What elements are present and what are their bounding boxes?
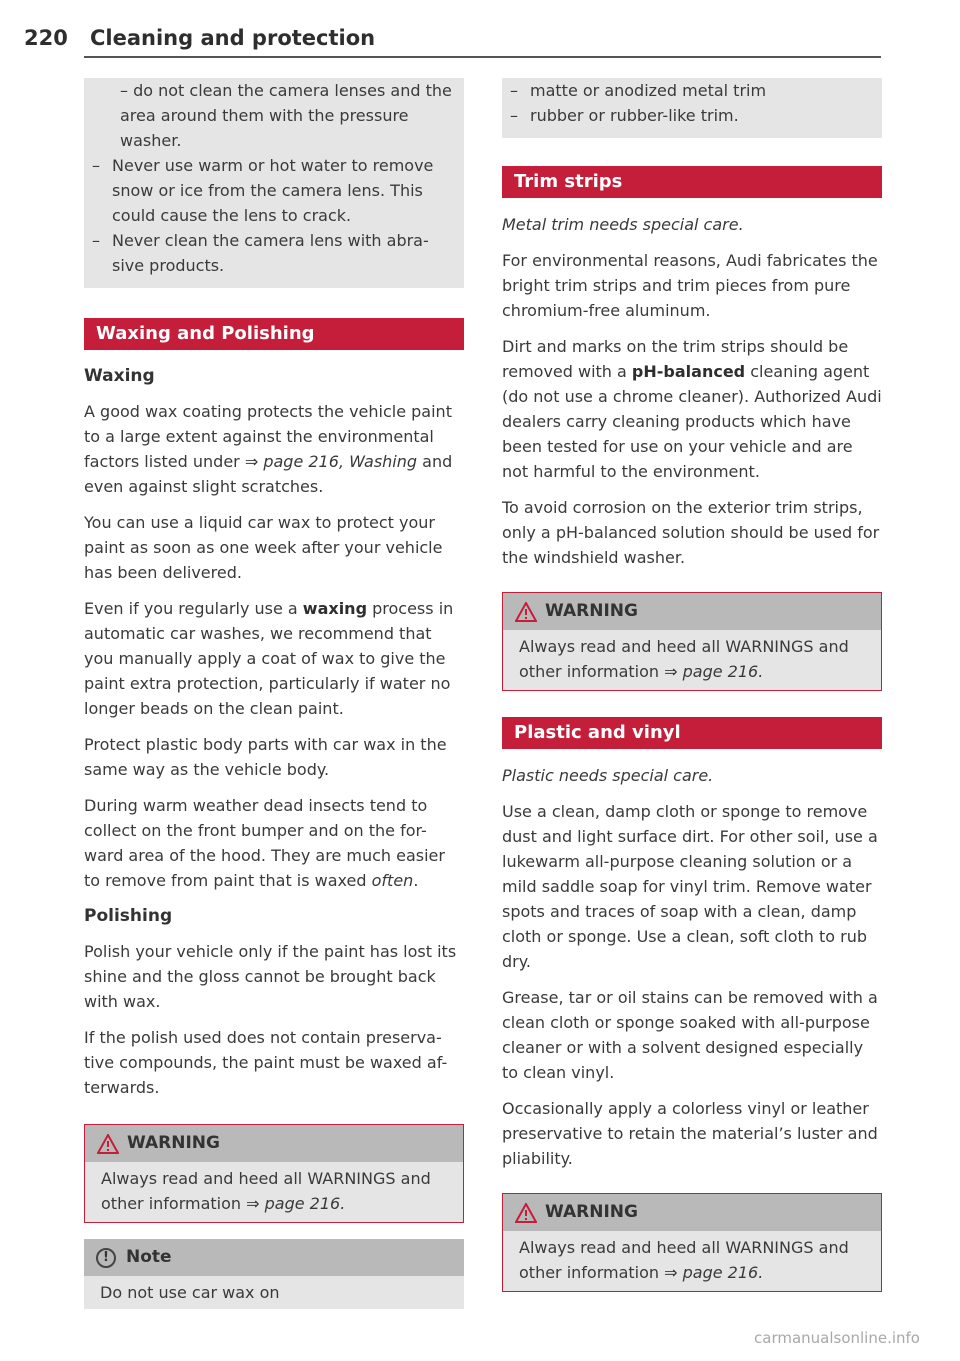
note-continued-box	[502, 78, 882, 138]
polishing-heading: Polishing	[84, 906, 173, 926]
watermark: carmanualsonline.info	[754, 1329, 920, 1347]
warning-triangle-icon	[97, 1134, 119, 1154]
section-title-trim-strips: Trim strips	[502, 166, 882, 198]
warning-triangle-icon	[515, 1203, 537, 1223]
warning-box	[502, 1193, 882, 1292]
warning-header: WARNING	[503, 1194, 881, 1231]
warning-text: Always read and heed all WARNINGS and other information ⇒ page 216.	[503, 630, 881, 690]
paragraph: Polish your vehicle only if the paint has lost its shine and the gloss cannot be brought back with wax.	[84, 942, 457, 1011]
left-column	[84, 78, 464, 1309]
note-header: ! Note	[84, 1239, 464, 1276]
paragraph: Use a clean, damp cloth or sponge to remove dust and light surface dirt. For other soil, use a lukewarm all-purpose cleaning solution or a mild saddle soap for vinyl trim. Remove water spots and traces of soap with a clean, damp cloth or sponge. Use a clean, soft cloth to rub dry.	[502, 802, 878, 971]
page-reference-link[interactable]: ⇒ page 216.	[664, 1263, 764, 1282]
paragraph: A good wax coating protects the vehicle paint to a large extent against the environmental factors listed under ⇒ page 216, Washing and even against slight scratches.	[84, 402, 453, 496]
info-icon: !	[96, 1248, 116, 1268]
warning-text: Always read and heed all WARNINGS and other information ⇒ page 216.	[85, 1162, 463, 1222]
continued-bullet-box	[84, 78, 464, 288]
list-item: – matte or anodized metal trim	[510, 81, 767, 100]
warning-box	[502, 592, 882, 691]
paragraph: You can use a liquid car wax to protect your paint as soon as one week after your vehicle has been delivered.	[84, 513, 443, 582]
paragraph: During warm weather dead insects tend to collect on the front bumper and on the for-ward area of the hood. They are much easier to remove from paint that is waxed often.	[84, 796, 445, 890]
page-number: 220	[24, 26, 68, 50]
paragraph: Protect plastic body parts with car wax in the same way as the vehicle body.	[84, 735, 447, 779]
section-title-plastic-vinyl: Plastic and vinyl	[502, 717, 882, 749]
warning-box	[84, 1124, 464, 1223]
paragraph: To avoid corrosion on the exterior trim strips, only a pH-balanced solution should be used for the windshield washer.	[502, 498, 880, 567]
paragraph: If the polish used does not contain preserva-tive compounds, the paint must be waxed af-terwards.	[84, 1028, 448, 1097]
page-header	[0, 22, 881, 58]
waxing-heading: Waxing	[84, 366, 155, 386]
chapter-title: Cleaning and protection	[90, 26, 376, 50]
paragraph: Dirt and marks on the trim strips should be removed with a pH-balanced cleaning agent (do not use a chrome cleaner). Authorized Audi dealers carry cleaning products which have been tested for use on your vehicle and are not harmful to the environment.	[502, 337, 882, 481]
right-column	[502, 78, 882, 1308]
warning-header: WARNING	[85, 1125, 463, 1162]
paragraph: Even if you regularly use a waxing process in automatic car washes, we recommend that you manually apply a coat of wax to give the paint extra protection, particularly if water no longer beads on the clean paint.	[84, 599, 454, 718]
paragraph: Occasionally apply a colorless vinyl or leather preservative to retain the material’s luster and pliability.	[502, 1099, 878, 1168]
list-item: – Never use warm or hot water to remove snow or ice from the camera lens. This could cause the lens to crack.	[92, 156, 434, 225]
note-text: Do not use car wax on	[84, 1276, 464, 1309]
page-reference-link[interactable]: ⇒ page 216.	[664, 662, 764, 681]
list-item: – do not clean the camera lenses and the area around them with the pressure washer.	[120, 81, 452, 150]
section-intro: Metal trim needs special care.	[502, 215, 744, 234]
page-reference-link[interactable]: ⇒ page 216.	[246, 1194, 346, 1213]
warning-header: WARNING	[503, 593, 881, 630]
paragraph: For environmental reasons, Audi fabricates the bright trim strips and trim pieces from pure chromium-free aluminum.	[502, 251, 878, 320]
warning-triangle-icon	[515, 602, 537, 622]
note-box	[84, 1239, 464, 1309]
header-rule	[84, 56, 881, 58]
list-item: – Never clean the camera lens with abra-sive products.	[92, 231, 429, 275]
list-item: – rubber or rubber-like trim.	[510, 106, 739, 125]
paragraph: Grease, tar or oil stains can be removed with a clean cloth or sponge soaked with all-purpose cleaner or with a solvent designed especially to clean vinyl.	[502, 988, 878, 1082]
section-intro: Plastic needs special care.	[502, 766, 714, 785]
warning-text: Always read and heed all WARNINGS and other information ⇒ page 216.	[503, 1231, 881, 1291]
page-reference-link[interactable]: ⇒ page 216, Washing	[244, 452, 418, 471]
section-title-waxing-polishing: Waxing and Polishing	[84, 318, 464, 350]
